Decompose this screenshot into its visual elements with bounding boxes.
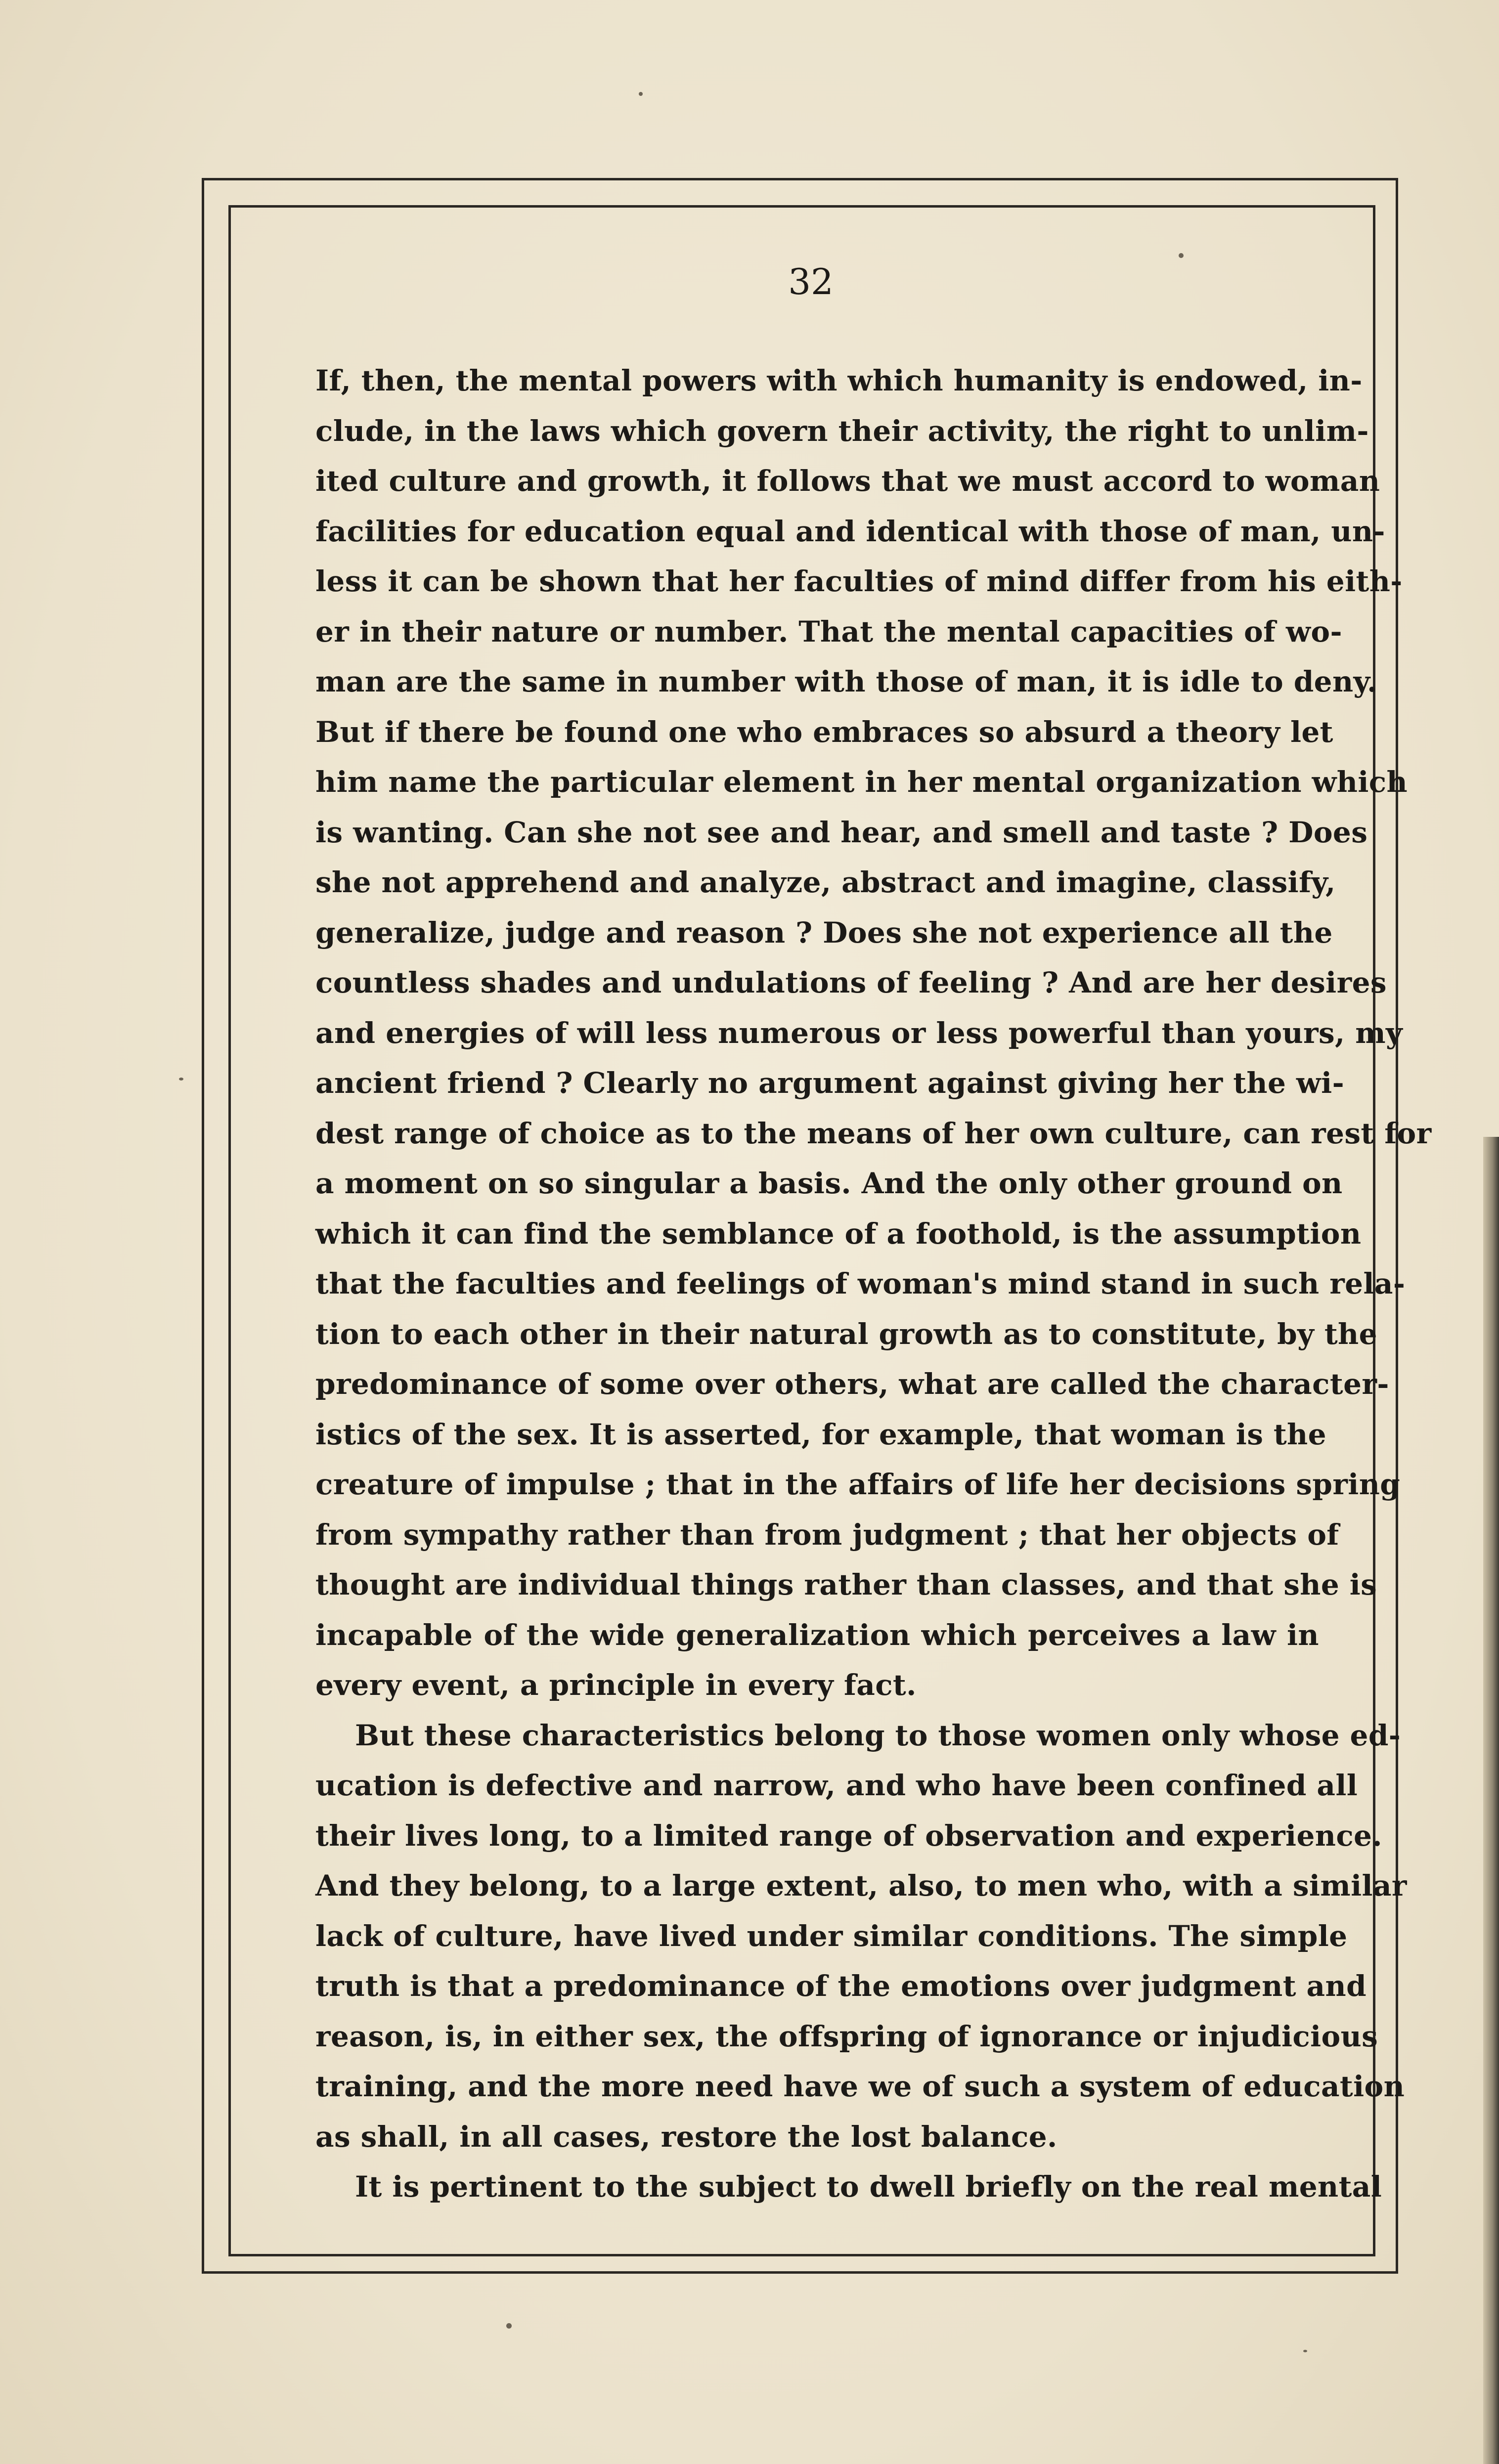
text-line: thought are individual things rather than classes, and that she is: [315, 1568, 1377, 1601]
text-line: less it can be shown that her faculties of mind differ from his eith-: [315, 564, 1403, 598]
text-line: predominance of some over others, what are called the character-: [315, 1367, 1389, 1401]
text-line: ucation is defective and narrow, and who have been confined all: [315, 1769, 1358, 1802]
body-text: [315, 356, 1432, 2212]
text-line: incapable of the wide generalization which perceives a law in: [315, 1618, 1319, 1652]
paper-speck: [1179, 253, 1184, 258]
text-line: which it can find the semblance of a foothold, is the assumption: [315, 1216, 1362, 1251]
paper-speck: [639, 92, 643, 96]
text-line: him name the particular element in her mental organization which: [315, 765, 1408, 799]
paragraph-first-line: But these characteristics belong to those women only whose ed-: [355, 1718, 1401, 1752]
paper-speck: [1303, 2350, 1307, 2352]
paper-speck: [506, 2323, 512, 2329]
book-edge-shadow: [1483, 1137, 1499, 2464]
text-line: And they belong, to a large extent, also, to men who, with a similar: [315, 1869, 1407, 1902]
text-line: their lives long, to a limited range of observation and experience.: [315, 1818, 1382, 1853]
text-line: is wanting. Can she not see and hear, and smell and taste ? Does: [315, 815, 1368, 849]
text-line: she not apprehend and analyze, abstract and imagine, classify,: [315, 865, 1336, 899]
text-line: er in their nature or number. That the mental capacities of wo-: [315, 614, 1342, 648]
paragraph-end-line: every event, a principle in every fact.: [315, 1668, 917, 1702]
text-line: generalize, judge and reason ? Does she not experience all the: [315, 915, 1333, 950]
text-line: ited culture and growth, it follows that we must accord to woman: [315, 464, 1380, 498]
text-line: clude, in the laws which govern their activity, the right to unlim-: [315, 414, 1369, 448]
paragraph-end-line: as shall, in all cases, restore the lost balance.: [315, 2119, 1058, 2154]
text-line: and energies of will less numerous or less powerful than yours, my: [315, 1016, 1403, 1050]
page-number: 32: [788, 261, 834, 303]
text-line: tion to each other in their natural growth as to constitute, by the: [315, 1317, 1377, 1351]
text-line: dest range of choice as to the means of her own culture, can rest for: [315, 1116, 1432, 1150]
text-line: lack of culture, have lived under similar conditions. The simple: [315, 1919, 1348, 1953]
text-line: that the faculties and feelings of woman's mind stand in such rela-: [315, 1267, 1406, 1300]
text-line: ancient friend ? Clearly no argument against giving her the wi-: [315, 1066, 1345, 1100]
text-line: istics of the sex. It is asserted, for example, that woman is the: [315, 1417, 1326, 1451]
text-line: creature of impulse ; that in the affairs of life her decisions spring: [315, 1468, 1401, 1501]
paper-speck: [179, 1078, 183, 1081]
text-line: truth is that a predominance of the emotions over judgment and: [315, 1969, 1367, 2003]
text-line: If, then, the mental powers with which humanity is endowed, in-: [315, 364, 1363, 397]
text-line: from sympathy rather than from judgment ; that her objects of: [315, 1517, 1339, 1552]
paragraph-first-line: It is pertinent to the subject to dwell briefly on the real mental: [355, 2170, 1382, 2204]
text-line: countless shades and undulations of feeling ? And are her desires: [315, 966, 1387, 999]
text-line: training, and the more need have we of such a system of education: [315, 2070, 1405, 2103]
text-line: But if there be found one who embraces so absurd a theory let: [315, 715, 1333, 749]
text-line: facilities for education equal and identical with those of man, un-: [315, 514, 1385, 548]
text-line: a moment on so singular a basis. And the only other ground on: [315, 1167, 1343, 1200]
text-line: reason, is, in either sex, the offspring of ignorance or injudicious: [315, 2019, 1378, 2053]
text-line: man are the same in number with those of man, it is idle to deny.: [315, 665, 1377, 698]
